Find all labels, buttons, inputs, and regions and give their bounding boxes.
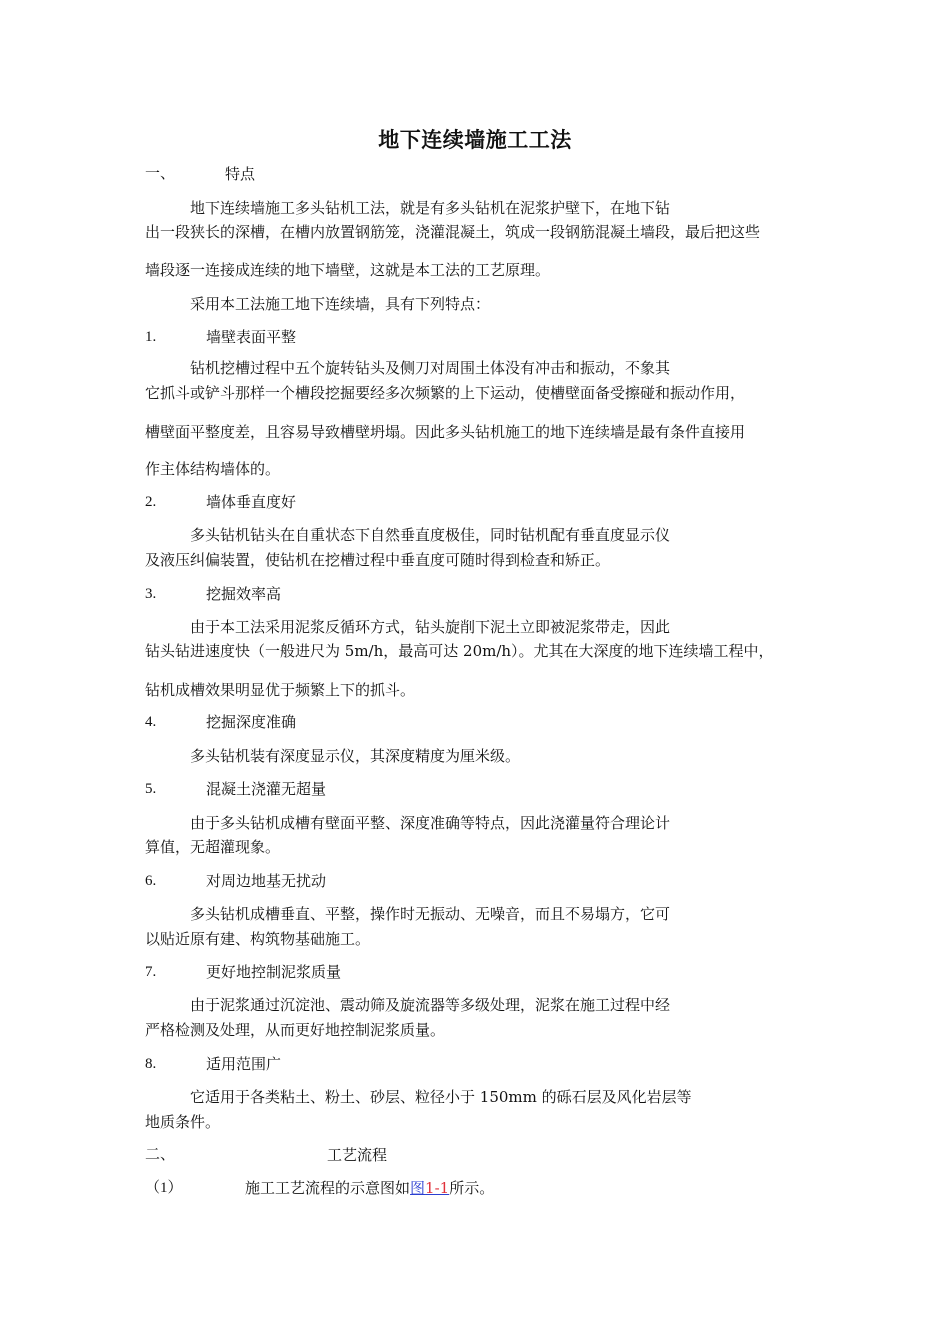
section-2-number: 二、	[145, 1147, 176, 1163]
item-3-line-3: 钻机成槽效果明显优于频繁上下的抓斗。	[145, 681, 416, 699]
item-8-line-1: 它适用于各类粘土、粉土、砂层、粒径小于 150mm 的砾石层及风化岩层等	[190, 1088, 692, 1106]
item-1-line-4: 作主体结构墙体的。	[145, 460, 281, 478]
figure-link-prefix: 图	[410, 1179, 426, 1197]
item-4-line-1: 多头钻机装有深度显示仪，其深度精度为厘米级。	[190, 747, 521, 765]
item-6-line-1: 多头钻机成槽垂直、平整，操作时无振动、无噪音，而且不易塌方，它可	[190, 905, 671, 923]
item-3-line-1: 由于本工法采用泥浆反循环方式，钻头旋削下泥土立即被泥浆带走，因此	[190, 618, 671, 636]
intro-line-3: 墙段逐一连接成连续的地下墙壁，这就是本工法的工艺原理。	[145, 261, 551, 279]
intro-line-2: 出一段狭长的深槽，在槽内放置钢筋笼，浇灌混凝土，筑成一段钢筋混凝土墙段，最后把这些	[145, 223, 761, 241]
step-1-text-before: 施工工艺流程的示意图如	[245, 1179, 411, 1197]
item-8-line-2: 地质条件。	[145, 1113, 221, 1131]
item-8-number: 8.	[145, 1056, 157, 1072]
item-5-line-2: 算值，无超灌现象。	[145, 838, 281, 856]
step-1-number: （1）	[145, 1180, 183, 1196]
item-7-line-2: 严格检测及处理，从而更好地控制泥浆质量。	[145, 1021, 446, 1039]
intro-line-1: 地下连续墙施工多头钻机工法，就是有多头钻机在泥浆护壁下，在地下钻	[190, 199, 671, 217]
item-7-title: 更好地控制泥浆质量	[206, 963, 342, 981]
item-2-title: 墙体垂直度好	[206, 493, 297, 511]
item-8-title: 适用范围广	[206, 1055, 282, 1073]
step-1-text-after: 所示。	[449, 1179, 495, 1197]
document-title: 地下连续墙施工工法	[378, 128, 572, 152]
item-7-line-1: 由于泥浆通过沉淀池、震动筛及旋流器等多级处理，泥浆在施工过程中经	[190, 996, 671, 1014]
item-5-title: 混凝土浇灌无超量	[206, 780, 327, 798]
item-6-line-2: 以贴近原有建、构筑物基础施工。	[145, 930, 371, 948]
item-3-number: 3.	[145, 586, 157, 602]
item-1-line-2: 它抓斗或铲斗那样一个槽段挖掘要经多次频繁的上下运动，使槽壁面备受擦碰和振动作用，	[145, 384, 746, 402]
section-1-title: 特点	[225, 165, 256, 183]
item-2-line-2: 及液压纠偏装置，使钻机在挖槽过程中垂直度可随时得到检查和矫正。	[145, 551, 611, 569]
item-6-number: 6.	[145, 873, 157, 889]
item-4-title: 挖掘深度准确	[206, 713, 297, 731]
item-3-title: 挖掘效率高	[206, 585, 282, 603]
figure-link-ref: 1-1	[425, 1179, 450, 1197]
item-1-line-1: 钻机挖槽过程中五个旋转钻头及侧刀对周围土体没有冲击和振动，不象其	[190, 359, 671, 377]
figure-1-1-link[interactable]	[410, 1179, 449, 1197]
item-1-line-3: 槽壁面平整度差，且容易导致槽壁坍塌。因此多头钻机施工的地下连续墙是最有条件直接用	[145, 423, 746, 441]
item-6-title: 对周边地基无扰动	[206, 872, 327, 890]
item-1-title: 墙壁表面平整	[206, 328, 297, 346]
item-2-number: 2.	[145, 494, 157, 510]
item-1-number: 1.	[145, 329, 157, 345]
item-5-line-1: 由于多头钻机成槽有壁面平整、深度准确等特点，因此浇灌量符合理论计	[190, 814, 671, 832]
section-2-title: 工艺流程	[327, 1146, 388, 1164]
section-1-number: 一、	[145, 166, 176, 182]
item-5-number: 5.	[145, 781, 157, 797]
step-1-text	[245, 1179, 494, 1197]
item-2-line-1: 多头钻机钻头在自重状态下自然垂直度极佳，同时钻机配有垂直度显示仪	[190, 526, 671, 544]
intro-line-4: 采用本工法施工地下连续墙，具有下列特点：	[190, 295, 491, 313]
item-7-number: 7.	[145, 964, 157, 980]
item-4-number: 4.	[145, 714, 157, 730]
item-3-line-2: 钻头钻进速度快（一般进尺为 5m/h，最高可达 20m/h）。尤其在大深度的地下连续墙工程中，	[145, 642, 774, 660]
